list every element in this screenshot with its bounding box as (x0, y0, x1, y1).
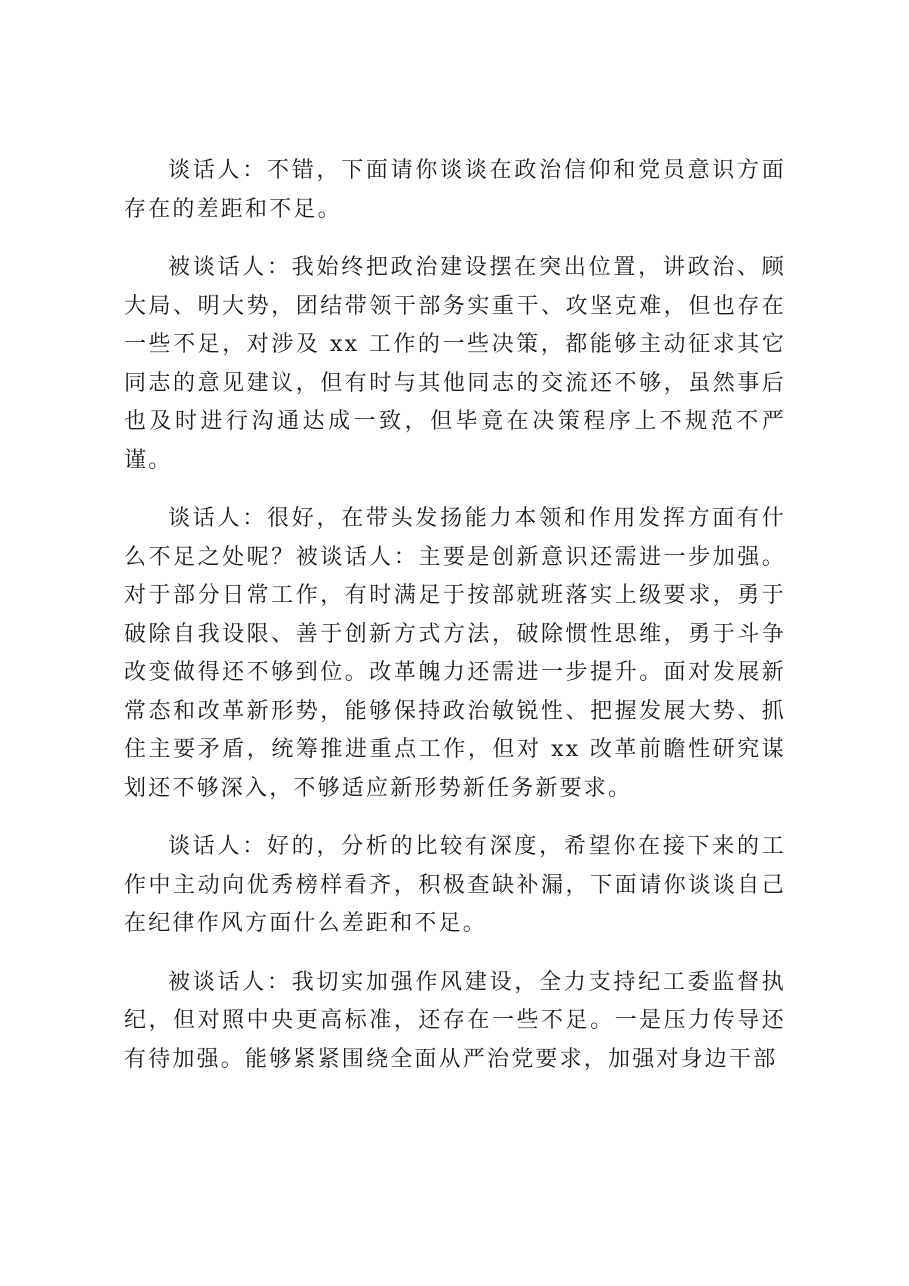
paragraph-1: 谈话人：不错，下面请你谈谈在政治信仰和党员意识方面存在的差距和不足。 (124, 158, 786, 222)
paragraph-4: 谈话人：好的，分析的比较有深度，希望你在接下来的工作中主动向优秀榜样看齐，积极查缺补漏，下面请你谈谈自己在纪律作风方面什么差距和不足。 (124, 834, 786, 936)
paragraph-3: 谈话人：很好，在带头发扬能力本领和作用发挥方面有什么不足之处呢？被谈话人：主要是创新意识还需进一步加强。对于部分日常工作，有时满足于按部就班落实上级要求，勇于破除自我设限、善于创新方式方法，破除惯性思维，勇于斗争改变做得还不够到位。改革魄力还需进一步提升。面对发展新常态和改革新形势，能够保持政治敏锐性、把握发展大势、抓住主要矛盾，统筹推进重点工作，但对 xx 改革前瞻性研究谋划还不够深入，不够适应新形势新任务新要求。 (124, 506, 786, 801)
document-body (124, 152, 786, 1099)
paragraph-2: 被谈话人：我始终把政治建设摆在突出位置，讲政治、顾大局、明大势，团结带领干部务实重干、攻坚克难，但也存在一些不足，对涉及 xx 工作的一些决策，都能够主动征求其它同志的意见建议，但有时与其他同志的交流还不够，虽然事后也及时进行沟通达成一致，但毕竟在决策程序上不规范不严谨。 (124, 255, 786, 473)
paragraph-5: 被谈话人：我切实加强作风建设，全力支持纪工委监督执纪，但对照中央更高标准，还存在一些不足。一是压力传导还有待加强。能够紧紧围绕全面从严治党要求，加强对身边干部 (124, 969, 786, 1072)
